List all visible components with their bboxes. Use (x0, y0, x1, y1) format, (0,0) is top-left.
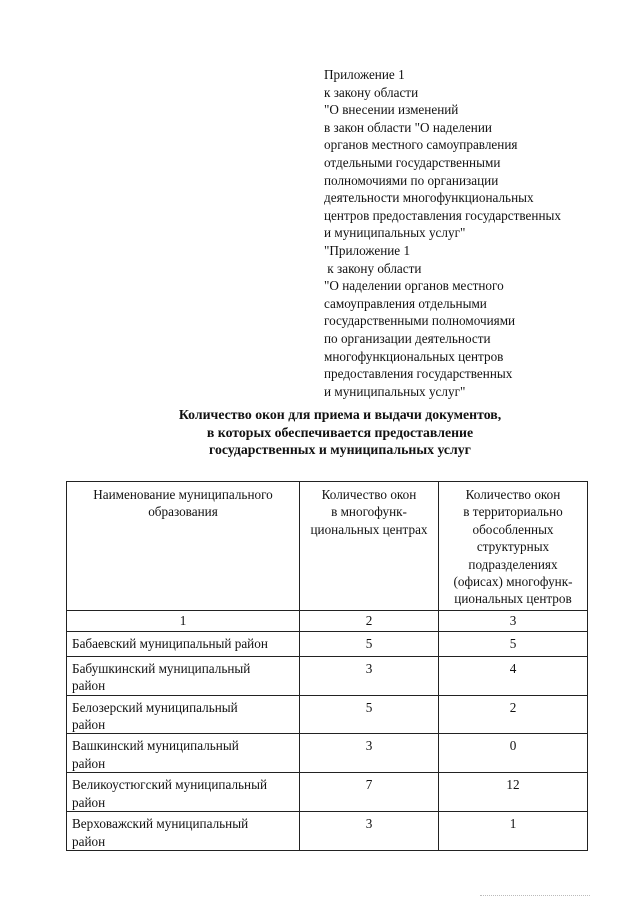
column-number-row (67, 610, 588, 631)
appendix-line: и муниципальных услуг" (324, 383, 466, 399)
header-line: Количество окон (321, 487, 417, 502)
municipality-name (67, 773, 300, 812)
appendix-line: "Приложение 1 (324, 242, 411, 258)
header-line: обособленных (472, 521, 554, 537)
appendix-line: по организации деятельности (324, 330, 491, 346)
scan-artifact (480, 895, 590, 898)
title-line: Количество окон для приема и выдачи документов, (178, 407, 502, 422)
header-line: в территориально (463, 504, 563, 520)
appendix-line: к закону области (324, 260, 422, 276)
appendix-line: органов местного самоуправления (324, 137, 518, 153)
appendix-line: предоставления государственных (324, 366, 513, 382)
name-line: Бабаевский муниципальный район (72, 635, 268, 651)
table-row (67, 695, 588, 734)
office-count: 12 (439, 773, 588, 812)
name-line: Великоустюгский муниципальный (72, 777, 268, 793)
header-line: в многофунк- (331, 504, 407, 520)
appendix-line: к закону области (324, 84, 419, 100)
office-count: 2 (439, 695, 588, 734)
mfc-count: 3 (300, 812, 439, 851)
mfc-count: 7 (300, 773, 439, 812)
windows-table (66, 481, 588, 851)
name-line: район (72, 717, 106, 733)
appendix-line: многофункциональных центров (324, 348, 504, 364)
table-row (67, 734, 588, 773)
appendix-line: отдельными государственными (324, 154, 501, 170)
header-line: (офисах) многофунк- (453, 574, 573, 590)
header-line: образования (148, 504, 218, 520)
column-number: 1 (67, 610, 300, 631)
office-count: 0 (439, 734, 588, 773)
appendix-line: полномочиями по организации (324, 172, 499, 188)
mfc-count: 5 (300, 631, 439, 656)
title-line: государственных и муниципальных услуг (209, 442, 471, 458)
appendix-line: самоуправления отдельными (324, 295, 487, 311)
column-number: 2 (300, 610, 439, 631)
name-line: Верховажский муниципальный (72, 816, 249, 832)
header-line: Наименование муниципального (93, 487, 273, 502)
table-header-row (67, 482, 588, 611)
municipality-name (67, 734, 300, 773)
header-line: структурных (476, 539, 550, 555)
municipality-name (67, 656, 300, 695)
name-line: Белозерский муниципальный (72, 699, 238, 715)
mfc-count: 3 (300, 734, 439, 773)
office-count: 4 (439, 656, 588, 695)
appendix-line: "О наделении органов местного (324, 278, 504, 294)
column-number: 3 (439, 610, 588, 631)
mfc-count: 3 (300, 656, 439, 695)
appendix-line: центров предоставления государственных (324, 207, 561, 223)
name-line: Вашкинский муниципальный (72, 738, 239, 754)
header-mfc-windows (300, 482, 439, 611)
name-line: район (72, 794, 106, 810)
name-line: Бабушкинский муниципальный (72, 660, 251, 676)
municipality-name (67, 631, 300, 656)
appendix-line: деятельности многофункциональных (324, 190, 534, 206)
name-line: район (72, 755, 106, 771)
header-line: циональных центров (454, 591, 572, 607)
mfc-count: 5 (300, 695, 439, 734)
header-line: Количество окон (465, 487, 561, 502)
name-line: район (72, 833, 106, 849)
appendix-line: "О внесении изменений (324, 102, 459, 118)
header-line: подразделениях (468, 556, 558, 572)
appendix-line: государственными полномочиями (324, 313, 516, 329)
table-row (67, 812, 588, 851)
header-office-windows (439, 482, 588, 611)
table-row (67, 631, 588, 656)
title-line: в которых обеспечивается предоставление (206, 424, 474, 440)
municipality-name (67, 812, 300, 851)
header-line: циональных центрах (310, 521, 428, 537)
office-count: 1 (439, 812, 588, 851)
appendix-line: в закон области "О наделении (324, 119, 492, 135)
appendix-header (324, 66, 624, 400)
office-count: 5 (439, 631, 588, 656)
municipality-name (67, 695, 300, 734)
appendix-line: и муниципальных услуг" (324, 225, 466, 241)
name-line: район (72, 678, 106, 694)
table-row (67, 773, 588, 812)
header-municipality (67, 482, 300, 611)
table-row (67, 656, 588, 695)
appendix-line: Приложение 1 (324, 67, 405, 82)
document-title (60, 406, 620, 459)
